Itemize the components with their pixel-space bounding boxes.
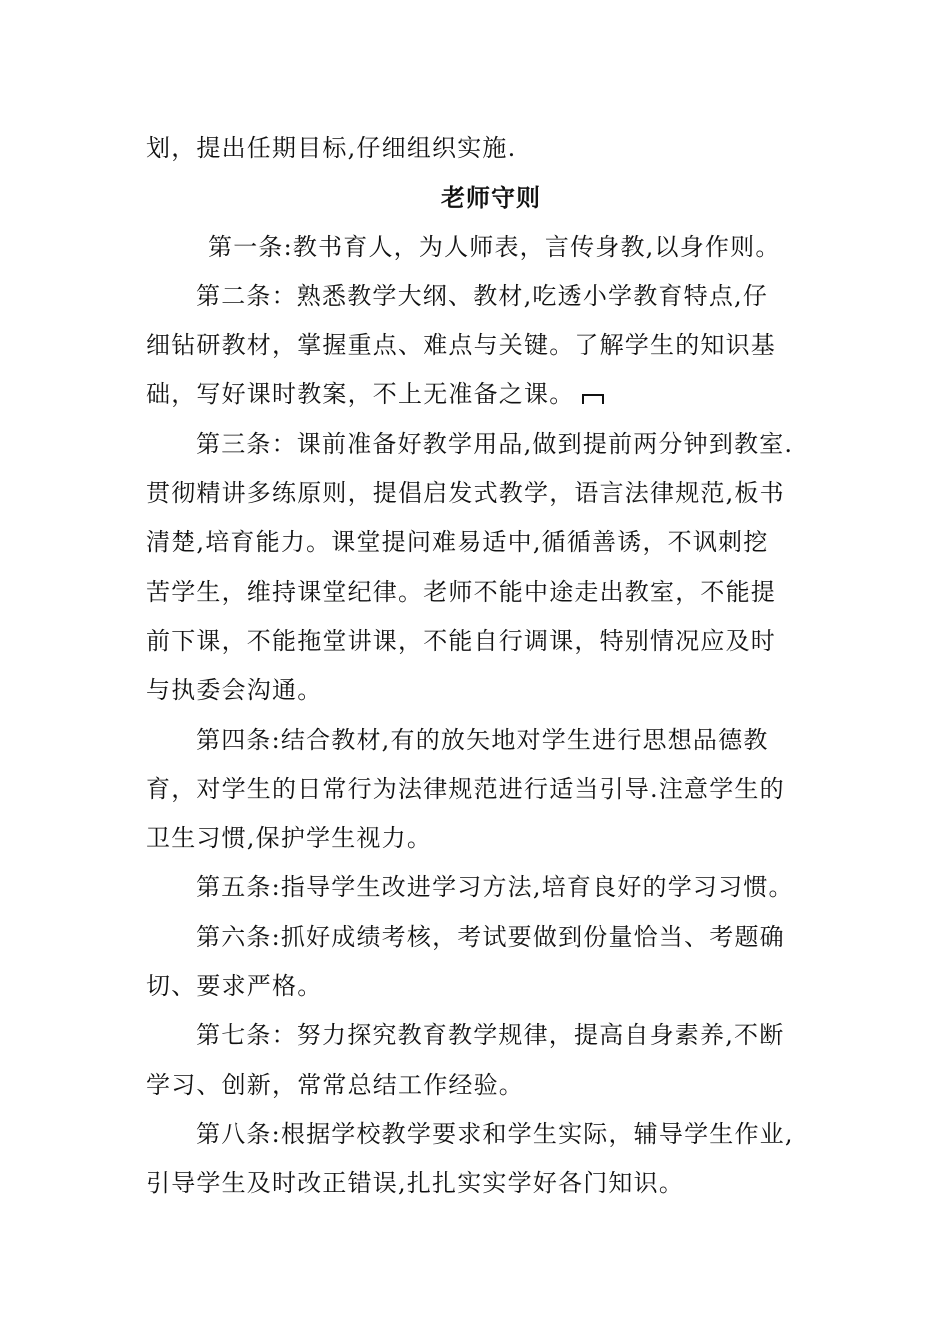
article-8-line-1: 第八条:根据学校教学要求和学生实际，辅导学生作业,	[196, 1119, 794, 1148]
article-3-line-1: 第三条：课前准备好教学用品,做到提前两分钟到教室.	[196, 429, 794, 458]
article-3-line-2: 贯彻精讲多练原则，提倡启发式教学，语言法律规范,板书	[146, 479, 785, 508]
article-8	[146, 1110, 812, 1209]
article-4-line-2: 育，对学生的日常行为法律规范进行适当引导.注意学生的	[146, 774, 785, 803]
article-1	[146, 223, 812, 272]
document-body	[146, 124, 812, 1209]
article-2-line-3: 础，写好课时教案，不上无准备之课。	[146, 380, 575, 409]
article-3-line-6: 与执委会沟通。	[146, 676, 323, 705]
article-7-line-2: 学习、创新，常常总结工作经验。	[146, 1070, 524, 1099]
article-2-line-3-row	[146, 370, 812, 419]
article-8-line-2: 引导学生及时改正错误,扎扎实实学好各门知识。	[146, 1169, 685, 1198]
article-3-line-4: 苦学生，维持课堂纪律。老师不能中途走出教室，不能提	[146, 577, 776, 606]
article-3-line-5: 前下课，不能拖堂讲课，不能自行调课，特别情况应及时	[146, 626, 776, 655]
article-3	[146, 420, 812, 716]
article-6	[146, 913, 812, 1012]
article-1-line-1: 第一条:教书育人，为人师表，言传身教,以身作则。	[208, 232, 781, 261]
edit-mark-icon	[582, 394, 604, 404]
article-7	[146, 1011, 812, 1110]
document-title: 老师守则	[441, 183, 541, 213]
article-4	[146, 716, 812, 864]
continuation-line: 划，提出任期目标,仔细组织实施.	[146, 134, 517, 162]
article-4-line-1: 第四条:结合教材,有的放矢地对学生进行思想品德教	[196, 725, 769, 754]
article-6-line-2: 切、要求严格。	[146, 972, 323, 1001]
article-5-line-1: 第五条:指导学生改进学习方法,培育良好的学习习惯。	[196, 873, 794, 902]
article-7-line-1: 第七条：努力探究教育教学规律，提高自身素养,不断	[196, 1021, 785, 1050]
article-4-line-3: 卫生习惯,保护学生视力。	[146, 824, 433, 853]
article-3-line-3: 清楚,培育能力。课堂提问难易适中,循循善诱，不讽刺挖	[146, 528, 769, 557]
article-5	[146, 863, 812, 912]
article-2-line-2: 细钻研教材，掌握重点、难点与关键。了解学生的知识基	[146, 331, 776, 360]
article-2-line-1: 第二条：熟悉教学大纲、教材,吃透小学教育特点,仔	[196, 281, 769, 310]
article-6-line-1: 第六条:抓好成绩考核，考试要做到份量恰当、考题确	[196, 922, 785, 951]
article-2	[146, 272, 812, 420]
